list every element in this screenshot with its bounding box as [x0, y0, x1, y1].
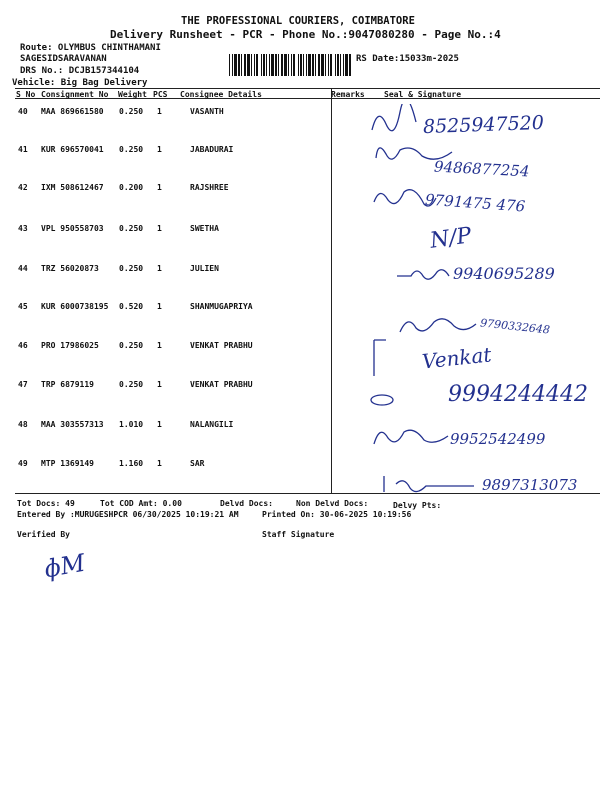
row-consignee: NALANGILI	[190, 420, 234, 429]
row-weight: 0.250	[119, 380, 144, 389]
handwritten-phone: 9486877254	[433, 157, 530, 181]
rs-date: RS Date:15033m-2025	[356, 54, 459, 64]
route-label: Route: OLYMBUS CHINTHAMANI	[20, 43, 161, 53]
scribble	[372, 422, 452, 450]
verified-by-label: Verified By	[17, 530, 70, 539]
row-sno: 44	[18, 264, 28, 273]
row-weight: 0.250	[119, 145, 144, 154]
handwritten-np: N/P	[428, 223, 474, 254]
row-pcs: 1	[157, 224, 162, 233]
row-sno: 45	[18, 302, 28, 311]
staff-name: SAGESIDSARAVANAN	[20, 54, 107, 64]
row-weight: 0.250	[119, 107, 144, 116]
row-consignee: SAR	[190, 459, 205, 468]
row-consignee: VASANTH	[190, 107, 224, 116]
row-consignee: JABADURAI	[190, 145, 234, 154]
row-consignee: VENKAT PRABHU	[190, 341, 253, 350]
row-consignment-no: TRP 6879119	[41, 380, 94, 389]
row-consignee: VENKAT PRABHU	[190, 380, 253, 389]
row-consignment-no: MAA 303557313	[41, 420, 104, 429]
row-sno: 42	[18, 183, 28, 192]
row-weight: 1.160	[119, 459, 144, 468]
handwritten-phone: 9791475 476	[424, 190, 526, 216]
row-weight: 0.250	[119, 224, 144, 233]
col-header-seal-signature: Seal & Signature	[384, 90, 462, 99]
runsheet-subtitle: Delivery Runsheet - PCR - Phone No.:9047080280 - Page No.:4	[110, 28, 501, 41]
row-weight: 1.010	[119, 420, 144, 429]
verified-signature: ɸM	[41, 548, 88, 584]
row-consignment-no: IXM 508612467	[41, 183, 104, 192]
signature-row-49	[370, 474, 595, 500]
row-pcs: 1	[157, 459, 162, 468]
scribble	[370, 474, 480, 498]
row-consignee: JULIEN	[190, 264, 219, 273]
col-header-pcs: PCS	[153, 90, 168, 99]
delivery-points: Delvy Pts:	[393, 501, 442, 510]
signature-row-40	[368, 104, 598, 140]
company-title: THE PROFESSIONAL COURIERS, COIMBATORE	[181, 15, 415, 27]
handwritten-phone: 8525947520	[422, 111, 545, 139]
row-weight: 0.250	[119, 264, 144, 273]
signature-row-47	[368, 380, 588, 416]
row-sno: 43	[18, 224, 28, 233]
row-pcs: 1	[157, 264, 162, 273]
row-consignment-no: PRO 17986025	[41, 341, 99, 350]
row-consignment-no: VPL 950558703	[41, 224, 104, 233]
row-consignee: RAJSHREE	[190, 183, 229, 192]
row-consignee: SHANMUGAPRIYA	[190, 302, 253, 311]
row-pcs: 1	[157, 107, 162, 116]
col-header-weight: Weight	[118, 90, 147, 99]
row-sno: 49	[18, 459, 28, 468]
vehicle-label: Vehicle: Big Bag Delivery	[12, 78, 148, 88]
scribble	[360, 338, 388, 378]
row-consignee: SWETHA	[190, 224, 219, 233]
signature-row-46	[360, 338, 580, 378]
col-header-consignee: Consignee Details	[180, 90, 262, 99]
col-header-sno: S No	[16, 90, 36, 99]
row-pcs: 1	[157, 145, 162, 154]
row-pcs: 1	[157, 183, 162, 192]
handwritten-phone: 9994244442	[448, 382, 588, 407]
row-weight: 0.520	[119, 302, 144, 311]
scribble	[395, 262, 450, 286]
handwritten-phone: 9790332648	[479, 316, 551, 337]
drs-number: DRS No.: DCJB157344104	[20, 66, 140, 76]
row-pcs: 1	[157, 420, 162, 429]
row-sno: 48	[18, 420, 28, 429]
signature-row-41	[372, 140, 592, 180]
row-pcs: 1	[157, 302, 162, 311]
total-docs: Tot Docs: 49	[17, 499, 75, 508]
row-sno: 41	[18, 145, 28, 154]
row-consignment-no: KUR 6000738195	[41, 302, 109, 311]
handwritten-phone: 9940695289	[453, 264, 555, 283]
total-cod-amount: Tot COD Amt: 0.00	[100, 499, 182, 508]
delivered-docs: Delvd Docs:	[220, 499, 273, 508]
row-weight: 0.200	[119, 183, 144, 192]
row-sno: 40	[18, 107, 28, 116]
scribble	[368, 388, 398, 412]
row-weight: 0.250	[119, 341, 144, 350]
col-header-remarks: Remarks	[331, 90, 365, 99]
row-pcs: 1	[157, 380, 162, 389]
scribble	[398, 310, 478, 338]
col-header-consignment: Consignment No	[41, 90, 109, 99]
scribble	[368, 104, 428, 134]
barcode	[229, 54, 351, 76]
row-consignment-no: MTP 1369149	[41, 459, 94, 468]
row-sno: 47	[18, 380, 28, 389]
row-consignment-no: TRZ 56020873	[41, 264, 99, 273]
handwritten-phone: 9897313073	[482, 476, 578, 494]
row-pcs: 1	[157, 341, 162, 350]
row-consignment-no: KUR 696570041	[41, 145, 104, 154]
printed-on: Printed On: 30-06-2025 10:19:56	[262, 510, 412, 519]
handwritten-name: Venkat	[420, 342, 493, 374]
staff-signature-label: Staff Signature	[262, 530, 335, 539]
signature-row-48	[372, 422, 592, 458]
signature-row-42	[370, 182, 595, 222]
row-consignment-no: MAA 869661580	[41, 107, 104, 116]
entered-by: Entered By :MURUGESHPCR 06/30/2025 10:19:21 AM	[17, 510, 239, 519]
non-delivered-docs: Non Delvd Docs:	[296, 499, 369, 508]
signature-row-44	[395, 262, 595, 292]
handwritten-phone: 9952542499	[450, 430, 546, 448]
row-sno: 46	[18, 341, 28, 350]
signature-row-43	[428, 223, 490, 258]
